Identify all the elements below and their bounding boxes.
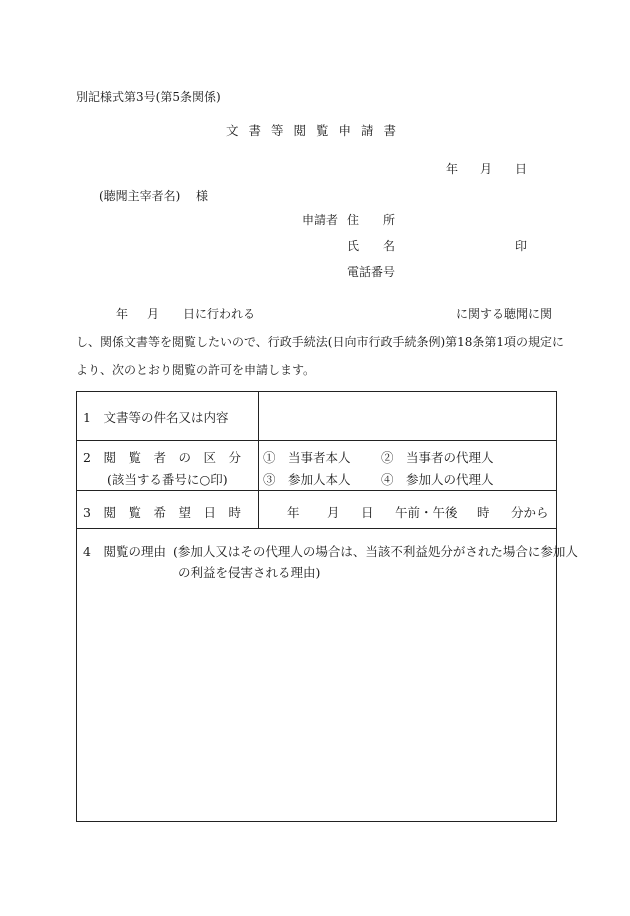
column-divider — [258, 392, 259, 528]
row3-am-pm[interactable]: 午前・午後 — [395, 505, 458, 520]
option-party-self[interactable]: ① 当事者本人 — [263, 450, 351, 465]
presider-name-label: (聴聞主宰者名) — [99, 189, 181, 203]
row2-sublabel: (該当する番号に○印) — [107, 472, 228, 487]
row3-minutes-from: 分から — [511, 505, 549, 520]
seal-mark: 印 — [515, 239, 528, 253]
row3-day: 日 — [361, 505, 374, 520]
row1-label: 1 文書等の件名又は内容 — [83, 410, 229, 425]
row4-note-line1: (参加人又はその代理人の場合は、当該不利益処分がされた場合に参加人 — [173, 544, 578, 559]
option-participant-agent[interactable]: ④ 参加人の代理人 — [381, 472, 494, 487]
option-party-agent[interactable]: ② 当事者の代理人 — [381, 450, 494, 465]
phone-label: 電話番号 — [347, 265, 396, 279]
body-year: 年 — [116, 307, 129, 321]
form-number: 別記様式第3号(第5条関係) — [76, 90, 221, 104]
row3-month: 月 — [327, 505, 340, 520]
reason-field[interactable] — [83, 588, 549, 814]
row-divider — [77, 528, 556, 529]
honorific-sama: 様 — [196, 189, 209, 203]
body-line-2: し、関係文書等を閲覧したいので、行政手続法(日向市行政手続条例)第18条第1項の規定に — [76, 335, 565, 349]
address-label: 住 所 — [347, 213, 396, 227]
body-month: 月 — [147, 307, 160, 321]
body-day-held: 日に行われる — [183, 307, 256, 321]
row2-label: 2 閲 覧 者 の 区 分 — [83, 450, 241, 465]
row3-label: 3 閲 覧 希 望 日 時 — [83, 505, 241, 520]
option-participant-self[interactable]: ③ 参加人本人 — [263, 472, 351, 487]
applicant-label: 申請者 — [302, 213, 339, 227]
row4-note-line2: の利益を侵害される理由) — [178, 565, 321, 580]
date-day-label: 日 — [515, 162, 528, 176]
date-year-label: 年 — [446, 162, 459, 176]
date-month-label: 月 — [480, 162, 493, 176]
name-label: 氏 名 — [347, 239, 396, 253]
row3-hour: 時 — [477, 505, 490, 520]
document-title: 文書等閲覧申請書 — [226, 123, 407, 138]
application-form-table — [76, 391, 578, 822]
row3-year: 年 — [287, 505, 300, 520]
body-hearing-suffix: に関する聴聞に関 — [456, 307, 553, 321]
row-divider — [77, 440, 556, 441]
row-divider — [77, 490, 556, 491]
body-line-3: より、次のとおり閲覧の許可を申請します。 — [76, 363, 316, 377]
document-subject-field[interactable] — [263, 396, 551, 436]
row4-label: 4 閲覧の理由 — [83, 544, 166, 559]
